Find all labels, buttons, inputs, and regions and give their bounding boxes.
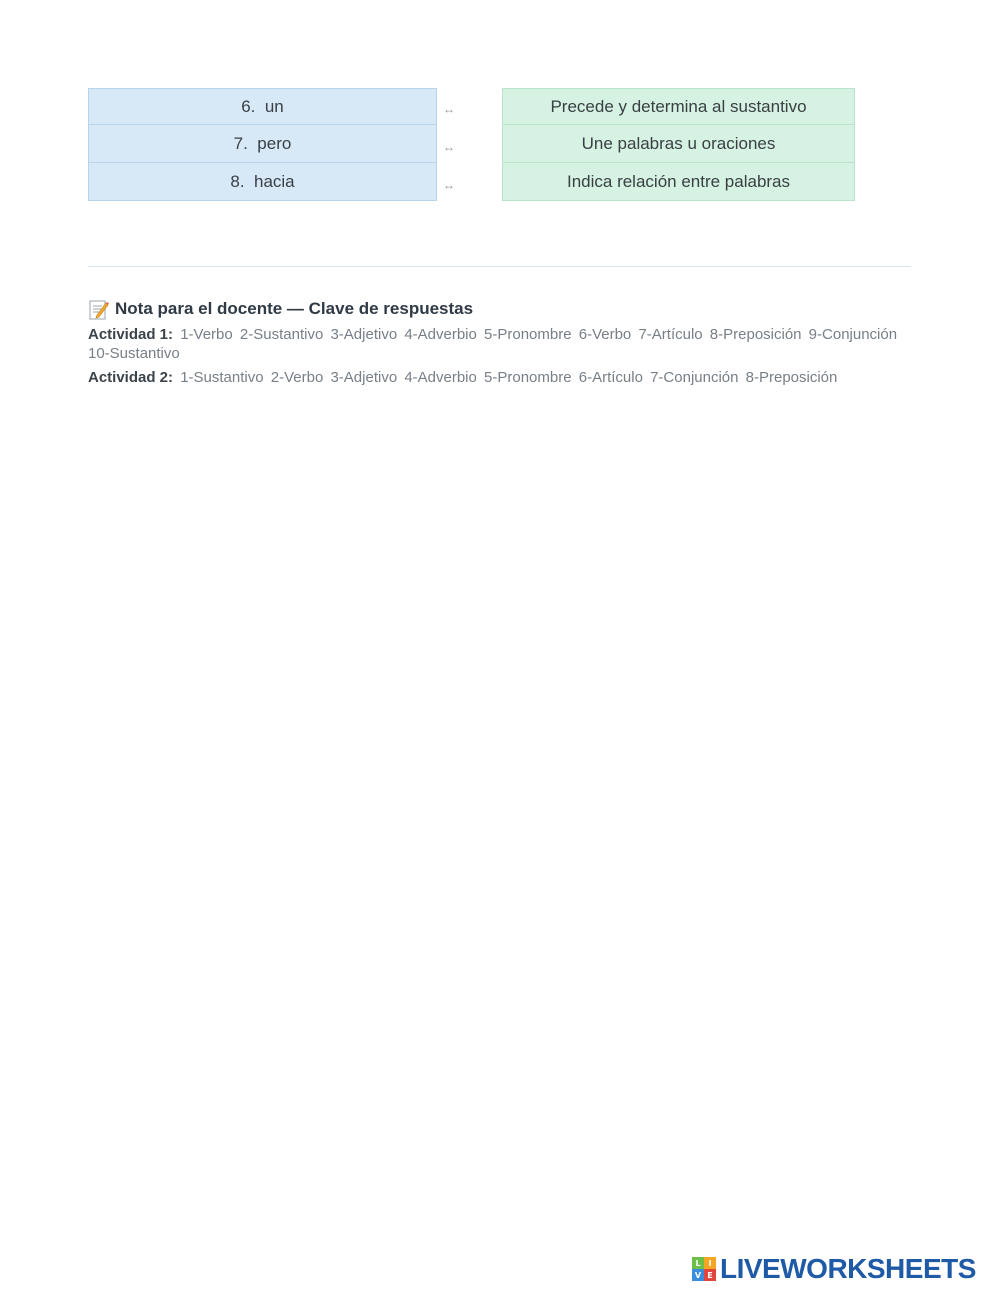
match-row <box>88 126 855 164</box>
term-box[interactable]: 6. un <box>88 88 437 125</box>
link-arrow-icon: ↔ <box>443 177 455 192</box>
logo-mark-tile: L <box>692 1257 704 1269</box>
term-box[interactable]: 8. hacia <box>88 163 437 201</box>
logo-mark-tile: I <box>704 1257 716 1269</box>
memo-icon <box>88 299 109 320</box>
teacher-note <box>88 296 912 387</box>
definition-box[interactable]: Indica relación entre palabras <box>502 163 855 201</box>
matching-exercise <box>88 88 855 202</box>
activity-2-answers <box>88 368 912 387</box>
activity-2-label: Actividad 2: <box>88 369 174 386</box>
logo-mark-icon <box>692 1257 716 1281</box>
activity-2-text: 1-Sustantivo 2-Verbo 3-Adjetivo 4-Adverbio 5-Pronombre 6-Artículo 7-Conjunción 8-Preposición <box>180 369 838 386</box>
match-row <box>88 164 855 202</box>
logo-text: LIVEWORKSHEETS <box>720 1253 976 1284</box>
note-title <box>88 296 912 322</box>
activity-1-answers <box>88 325 912 363</box>
note-title-text: Nota para el docente — Clave de respuestas <box>115 299 474 318</box>
term-box[interactable]: 7. pero <box>88 125 437 163</box>
match-row <box>88 88 855 126</box>
logo-mark-tile: V <box>692 1269 704 1281</box>
definition-box[interactable]: Une palabras u oraciones <box>502 125 855 163</box>
section-divider <box>88 266 911 267</box>
link-arrow-icon: ↔ <box>443 139 455 154</box>
activity-1-label: Actividad 1: <box>88 326 174 343</box>
logo-mark-tile: E <box>704 1269 716 1281</box>
link-arrow-icon: ↔ <box>443 101 455 116</box>
liveworksheets-logo[interactable] <box>692 1254 976 1284</box>
activity-1-text: 1-Verbo 2-Sustantivo 3-Adjetivo 4-Adverbio 5-Pronombre 6-Verbo 7-Artículo 8-Preposición 9-Conjunción 10-Sustantivo <box>88 326 898 362</box>
definition-box[interactable]: Precede y determina al sustantivo <box>502 88 855 125</box>
